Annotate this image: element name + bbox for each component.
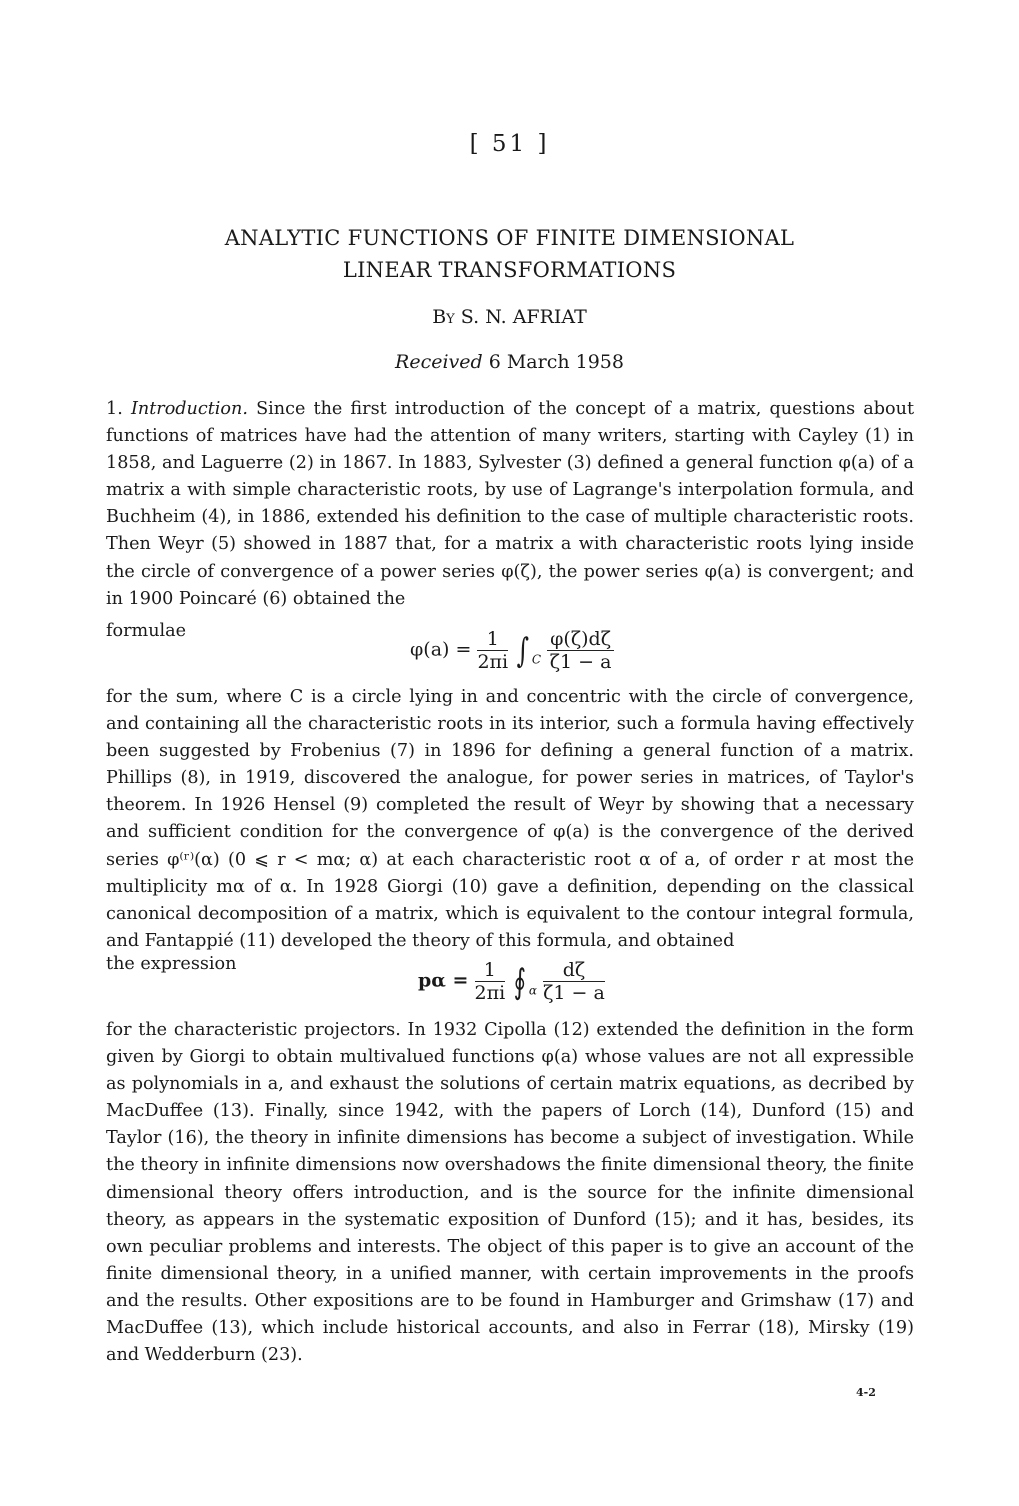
paper-title [0, 222, 1019, 286]
title-line-1: ANALYTIC FUNCTIONS OF FINITE DIMENSIONAL [224, 226, 795, 250]
author-name: S. N. AFRIAT [460, 306, 587, 328]
received-label: Received [395, 351, 483, 373]
expression-label: the expression [106, 954, 237, 974]
formula-poincare [410, 628, 614, 673]
formulae-label: formulae [106, 621, 187, 641]
formula-fraction [475, 959, 506, 1004]
paragraph-text: Since the first introduction of the concept of a matrix, questions about functions of matrices have had the attention of many writers, starting with Cayley (1) in 1858, and Laguerre (2) in 1867. In 1883, Sylvester (3) defined a general function φ(a) of a matrix a with simple characteristic roots, by use of Lagrange's interpolation formula, and Buchheim (4), in 1886, extended his definition to the case of multiple characteristic roots. Then Weyr (5) showed in 1887 that, for a matrix a with characteristic roots lying inside the circle of convergence of a power series φ(ζ), the power series φ(a) is convergent; and in 1900 Poincaré (6) obtained the [106, 399, 915, 609]
byline [0, 306, 1019, 328]
section-title: Introduction. [130, 399, 248, 419]
corner-mark: 4-2 [856, 1386, 876, 1399]
integrand-fraction [543, 959, 605, 1004]
integrand-denominator: ζ1 − a [543, 982, 605, 1004]
paragraph-text: for the sum, where C is a circle lying in and concentric with the circle of convergence, and containing all the characteristic roots in its interior, such a formula having effectively been suggested by Frobenius (7) in 1896 for defining a general function of a matrix. Phillips (8), in 1919, discovered the analogue, for power series in matrices, of Taylor's theorem. In 1926 Hensel (9) completed the result of Weyr by showing that a necessary and sufficient condition for the convergence of φ(a) is the convergence of the derived series φ⁽ʳ⁾(α) (0 ⩽ r < mα; α) at each characteristic root α of a, of order r at most the multiplicity mα of α. In 1928 Giorgi (10) gave a definition, depending on the classical canonical decomposition of a matrix, which is equivalent to the contour integral formula, and Fantappié (11) developed the theory of this formula, and obtained [106, 687, 914, 951]
intro-paragraph-1 [106, 396, 914, 613]
formula-fraction [477, 628, 508, 673]
integrand-numerator: dζ [543, 959, 605, 982]
section-number: 1. [106, 399, 123, 419]
by-label: By [432, 306, 455, 328]
integral-subscript: α [528, 983, 538, 998]
contour-integral-sign: ∮ [513, 961, 527, 1002]
title-line-2: LINEAR TRANSFORMATIONS [342, 258, 677, 282]
formula-lhs: pα = [418, 969, 469, 992]
received-line [0, 351, 1019, 373]
fraction-numerator: 1 [475, 959, 506, 982]
fraction-denominator: 2πi [474, 982, 506, 1004]
formula-lhs: φ(a) = [410, 638, 472, 661]
integrand-fraction [547, 628, 614, 673]
received-date: 6 March 1958 [488, 351, 624, 373]
formula-projector [418, 959, 605, 1004]
integrand-denominator: ζ1 − a [549, 651, 612, 673]
integral-sign: ∫ [516, 630, 530, 671]
fraction-numerator: 1 [477, 628, 508, 651]
integrand-numerator: φ(ζ)dζ [547, 628, 614, 651]
intro-paragraph-2 [106, 684, 914, 955]
page-number: [ 51 ] [469, 131, 550, 157]
integral-subscript: C [531, 652, 542, 667]
fraction-denominator: 2πi [477, 651, 509, 673]
intro-paragraph-3 [106, 1017, 914, 1369]
paragraph-text: for the characteristic projectors. In 1932 Cipolla (12) extended the definition in the form given by Giorgi to obtain multivalued functions φ(a) whose values are not all expressible as polynomials in a, and exhaust the solutions of certain matrix equations, as decribed by MacDuffee (13). Finally, since 1942, with the papers of Lorch (14), Dunford (15) and Taylor (16), the theory in infinite dimensions has become a subject of investigation. While the theory in infinite dimensions now overshadows the finite dimensional theory, the finite dimensional theory offers introduction, and is the source for the infinite dimensional theory, as appears in the systematic exposition of Dunford (15); and it has, besides, its own peculiar problems and interests. The object of this paper is to give an account of the finite dimensional theory, in a unified manner, with certain improvements in the proofs and the results. Other expositions are to be found in Hamburger and Grimshaw (17) and MacDuffee (13), which include historical accounts, and also in Ferrar (18), Mirsky (19) and Wedderburn (23). [106, 1020, 914, 1366]
